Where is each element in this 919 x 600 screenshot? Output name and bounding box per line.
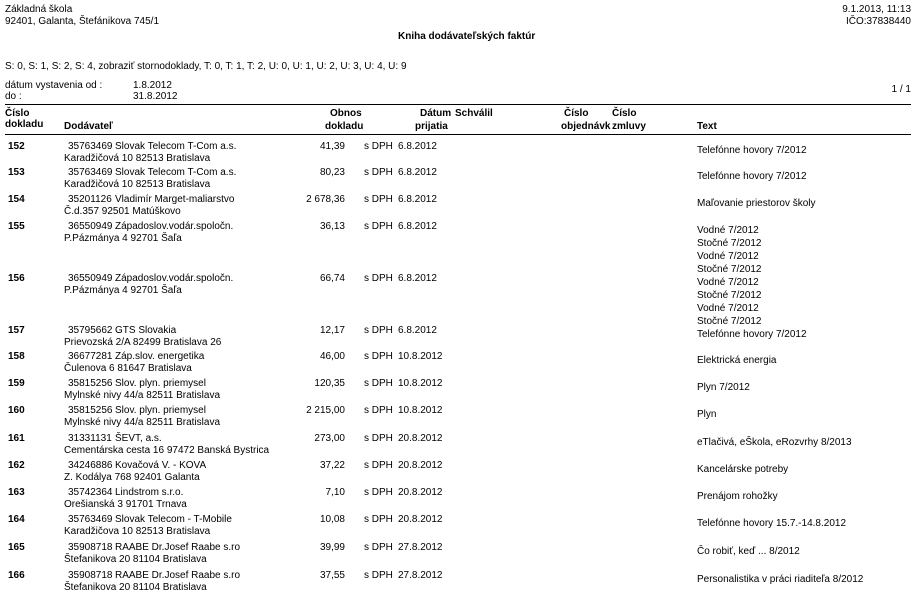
amount: 7,10 [325,487,345,498]
supplier-address: Štefanikova 20 81104 Bratislava [64,582,207,593]
vat-label: s DPH [364,378,393,389]
doc-number: 166 [8,570,25,581]
supplier-name: Slovak Telecom T-Com a.s. [115,167,237,178]
col-order-line2: objednávk [561,121,611,132]
supplier-name: Slovak Telecom - T-Mobile [115,514,232,525]
row-text: Telefónne hovory 15.7.-14.8.2012 [697,518,846,529]
supplier-address: Karadžičová 10 82513 Bratislava [64,179,211,190]
amount: 120,35 [314,378,345,389]
row-text: Stočné 7/2012 [697,264,762,275]
supplier-address: Karadžičova 10 82513 Bratislava [64,526,211,537]
row-text: Maľovanie priestorov školy [697,198,816,209]
supplier-address: Prievozská 2/A 82499 Bratislava 26 [64,337,222,348]
row-text: Stočné 7/2012 [697,290,762,301]
supplier-name: Lindstrom s.r.o. [115,487,184,498]
supplier-ico: 35908718 [68,570,113,581]
doc-number: 157 [8,325,25,336]
supplier-address: Čulenova 6 81647 Bratislava [64,363,192,374]
supplier-name: ŠEVT, a.s. [115,433,162,444]
supplier-ico: 35815256 [68,378,113,389]
supplier-ico: 36677281 [68,351,113,362]
received-date: 6.8.2012 [398,221,437,232]
row-text: Stočné 7/2012 [697,316,762,327]
supplier-address: Karadžičová 10 82513 Bratislava [64,153,211,164]
doc-number: 154 [8,194,25,205]
supplier-ico: 36550949 [68,273,113,284]
row-text: Stočné 7/2012 [697,238,762,249]
amount: 10,08 [319,514,345,525]
amount: 37,55 [319,570,345,581]
doc-number: 153 [8,167,25,178]
received-date: 20.8.2012 [398,460,443,471]
col-amount-line1: Obnos [330,108,362,119]
supplier-ico: 34246886 [68,460,113,471]
doc-number: 155 [8,221,25,232]
supplier-name: GTS Slovakia [115,325,177,336]
supplier-name: Kovačová V. - KOVA [115,460,207,471]
vat-label: s DPH [364,514,393,525]
vat-label: s DPH [364,273,393,284]
supplier-ico: 35815256 [68,405,113,416]
supplier-ico: 35763469 [68,141,113,152]
supplier-address: Z. Kodálya 768 92401 Galanta [64,472,200,483]
received-date: 10.8.2012 [398,405,443,416]
vat-label: s DPH [364,194,393,205]
supplier-ico: 35908718 [68,542,113,553]
row-text: Kancelárske potreby [697,464,789,475]
school-address: 92401, Galanta, Štefánikova 745/1 [5,16,160,27]
row-text: Vodné 7/2012 [697,303,759,314]
vat-label: s DPH [364,570,393,581]
supplier-ico: 35763469 [68,167,113,178]
supplier-address: Č.d.357 92501 Matúškovo [64,206,181,217]
amount: 46,00 [319,351,345,362]
supplier-name: Slov. plyn. priemysel [115,405,206,416]
doc-number: 161 [8,433,25,444]
supplier-ico: 35201126 [68,194,112,205]
received-date: 6.8.2012 [398,194,437,205]
vat-label: s DPH [364,460,393,471]
date-to-value: 31.8.2012 [133,91,178,102]
date-from-label: dátum vystavenia od : [5,80,103,91]
supplier-address: Štefanikova 20 81104 Bratislava [64,554,207,565]
doc-number: 158 [8,351,25,362]
received-date: 6.8.2012 [398,141,437,152]
col-contract-line1: Číslo [612,108,637,119]
supplier-ico: 35795662 [68,325,113,336]
supplier-address: P.Pázmánya 4 92701 Šaľa [64,285,182,296]
received-date: 20.8.2012 [398,514,443,525]
vat-label: s DPH [364,351,393,362]
doc-number: 152 [8,141,25,152]
supplier-name: Slov. plyn. priemysel [115,378,206,389]
received-date: 27.8.2012 [398,542,443,553]
ico-number: IČO:37838440 [845,16,911,27]
row-text: Vodné 7/2012 [697,251,759,262]
amount: 41,39 [319,141,345,152]
doc-number: 159 [8,378,25,389]
received-date: 6.8.2012 [398,325,437,336]
supplier-address: Mylnské nivy 44/a 82511 Bratislava [64,417,221,428]
col-approved: Schválil [455,108,493,119]
doc-number: 164 [8,514,25,525]
received-date: 6.8.2012 [398,273,437,284]
col-doc-no-line1: Číslo [5,108,30,119]
vat-label: s DPH [364,141,393,152]
received-date: 27.8.2012 [398,570,443,581]
amount: 36,13 [319,221,345,232]
supplier-address: Mylnské nivy 44/a 82511 Bratislava [64,390,221,401]
supplier-address: P.Pázmánya 4 92701 Šaľa [64,233,182,244]
col-text: Text [697,121,717,132]
row-text: Elektrická energia [697,355,777,366]
date-to-label: do : [5,91,22,102]
col-supplier: Dodávateľ [64,121,113,132]
vat-label: s DPH [364,167,393,178]
amount: 66,74 [319,273,345,284]
amount: 12,17 [319,325,345,336]
supplier-ico: 35742364 [68,487,113,498]
row-text: Plyn [697,409,717,420]
header-top-rule [5,104,911,105]
supplier-name: RAABE Dr.Josef Raabe s.ro [115,570,241,581]
row-text: Vodné 7/2012 [697,277,759,288]
supplier-ico: 35763469 [68,514,113,525]
supplier-name: RAABE Dr.Josef Raabe s.ro [115,542,241,553]
report-title: Kniha dodávateľských faktúr [398,31,536,42]
col-contract-line2: zmluvy [612,121,646,132]
col-received-line2: prijatia [415,121,448,132]
doc-number: 162 [8,460,25,471]
col-doc-no-line2: dokladu [5,119,44,130]
vat-label: s DPH [364,325,393,336]
received-date: 20.8.2012 [398,487,443,498]
col-amount-line2: dokladu [325,121,364,132]
row-text: Čo robiť, keď ... 8/2012 [697,546,800,557]
supplier-address: Cementárska cesta 16 97472 Banská Bystrica [64,445,270,456]
doc-number: 160 [8,405,25,416]
received-date: 20.8.2012 [398,433,443,444]
print-datetime: 9.1.2013, 11:13 [842,4,911,15]
doc-number: 163 [8,487,25,498]
amount: 37,22 [319,460,345,471]
supplier-ico: 31331131 [68,433,112,444]
received-date: 10.8.2012 [398,351,443,362]
vat-label: s DPH [364,487,393,498]
col-received-line1: Dátum [420,108,452,119]
received-date: 10.8.2012 [398,378,443,389]
page-number: 1 / 1 [891,84,911,95]
received-date: 6.8.2012 [398,167,437,178]
amount: 80,23 [319,167,345,178]
supplier-name: Vladimír Marget-maliarstvo [115,194,235,205]
filter-line: S: 0, S: 1, S: 2, S: 4, zobraziť stornodoklady, T: 0, T: 1, T: 2, U: 0, U: 1, U: 2, U: 3, U: 4, U: 9 [5,61,407,72]
doc-number: 165 [8,542,25,553]
vat-label: s DPH [364,221,393,232]
row-text: eTlačivá, eŠkola, eRozvrhy 8/2013 [697,437,852,448]
amount: 2 215,00 [306,405,345,416]
row-text: Telefónne hovory 7/2012 [697,329,807,340]
date-from-value: 1.8.2012 [133,80,172,91]
header-bottom-rule [5,134,911,135]
supplier-name: Záp.slov. energetika [115,351,205,362]
supplier-name: Slovak Telecom T-Com a.s. [115,141,237,152]
supplier-name: Západoslov.vodár.spoločn. [115,273,234,284]
vat-label: s DPH [364,405,393,416]
row-text: Vodné 7/2012 [697,225,759,236]
vat-label: s DPH [364,542,393,553]
row-text: Prenájom rohožky [697,491,778,502]
supplier-ico: 36550949 [68,221,113,232]
amount: 39,99 [319,542,345,553]
school-name: Základná škola [5,4,73,15]
row-text: Telefónne hovory 7/2012 [697,145,807,156]
amount: 273,00 [314,433,345,444]
vat-label: s DPH [364,433,393,444]
row-text: Personalistika v práci riaditeľa 8/2012 [697,574,864,585]
row-text: Plyn 7/2012 [697,382,750,393]
row-text: Telefónne hovory 7/2012 [697,171,807,182]
supplier-address: Orešianská 3 91701 Trnava [64,499,187,510]
supplier-name: Západoslov.vodár.spoločn. [115,221,234,232]
col-order-line1: Číslo [564,108,589,119]
doc-number: 156 [8,273,25,284]
amount: 2 678,36 [306,194,345,205]
